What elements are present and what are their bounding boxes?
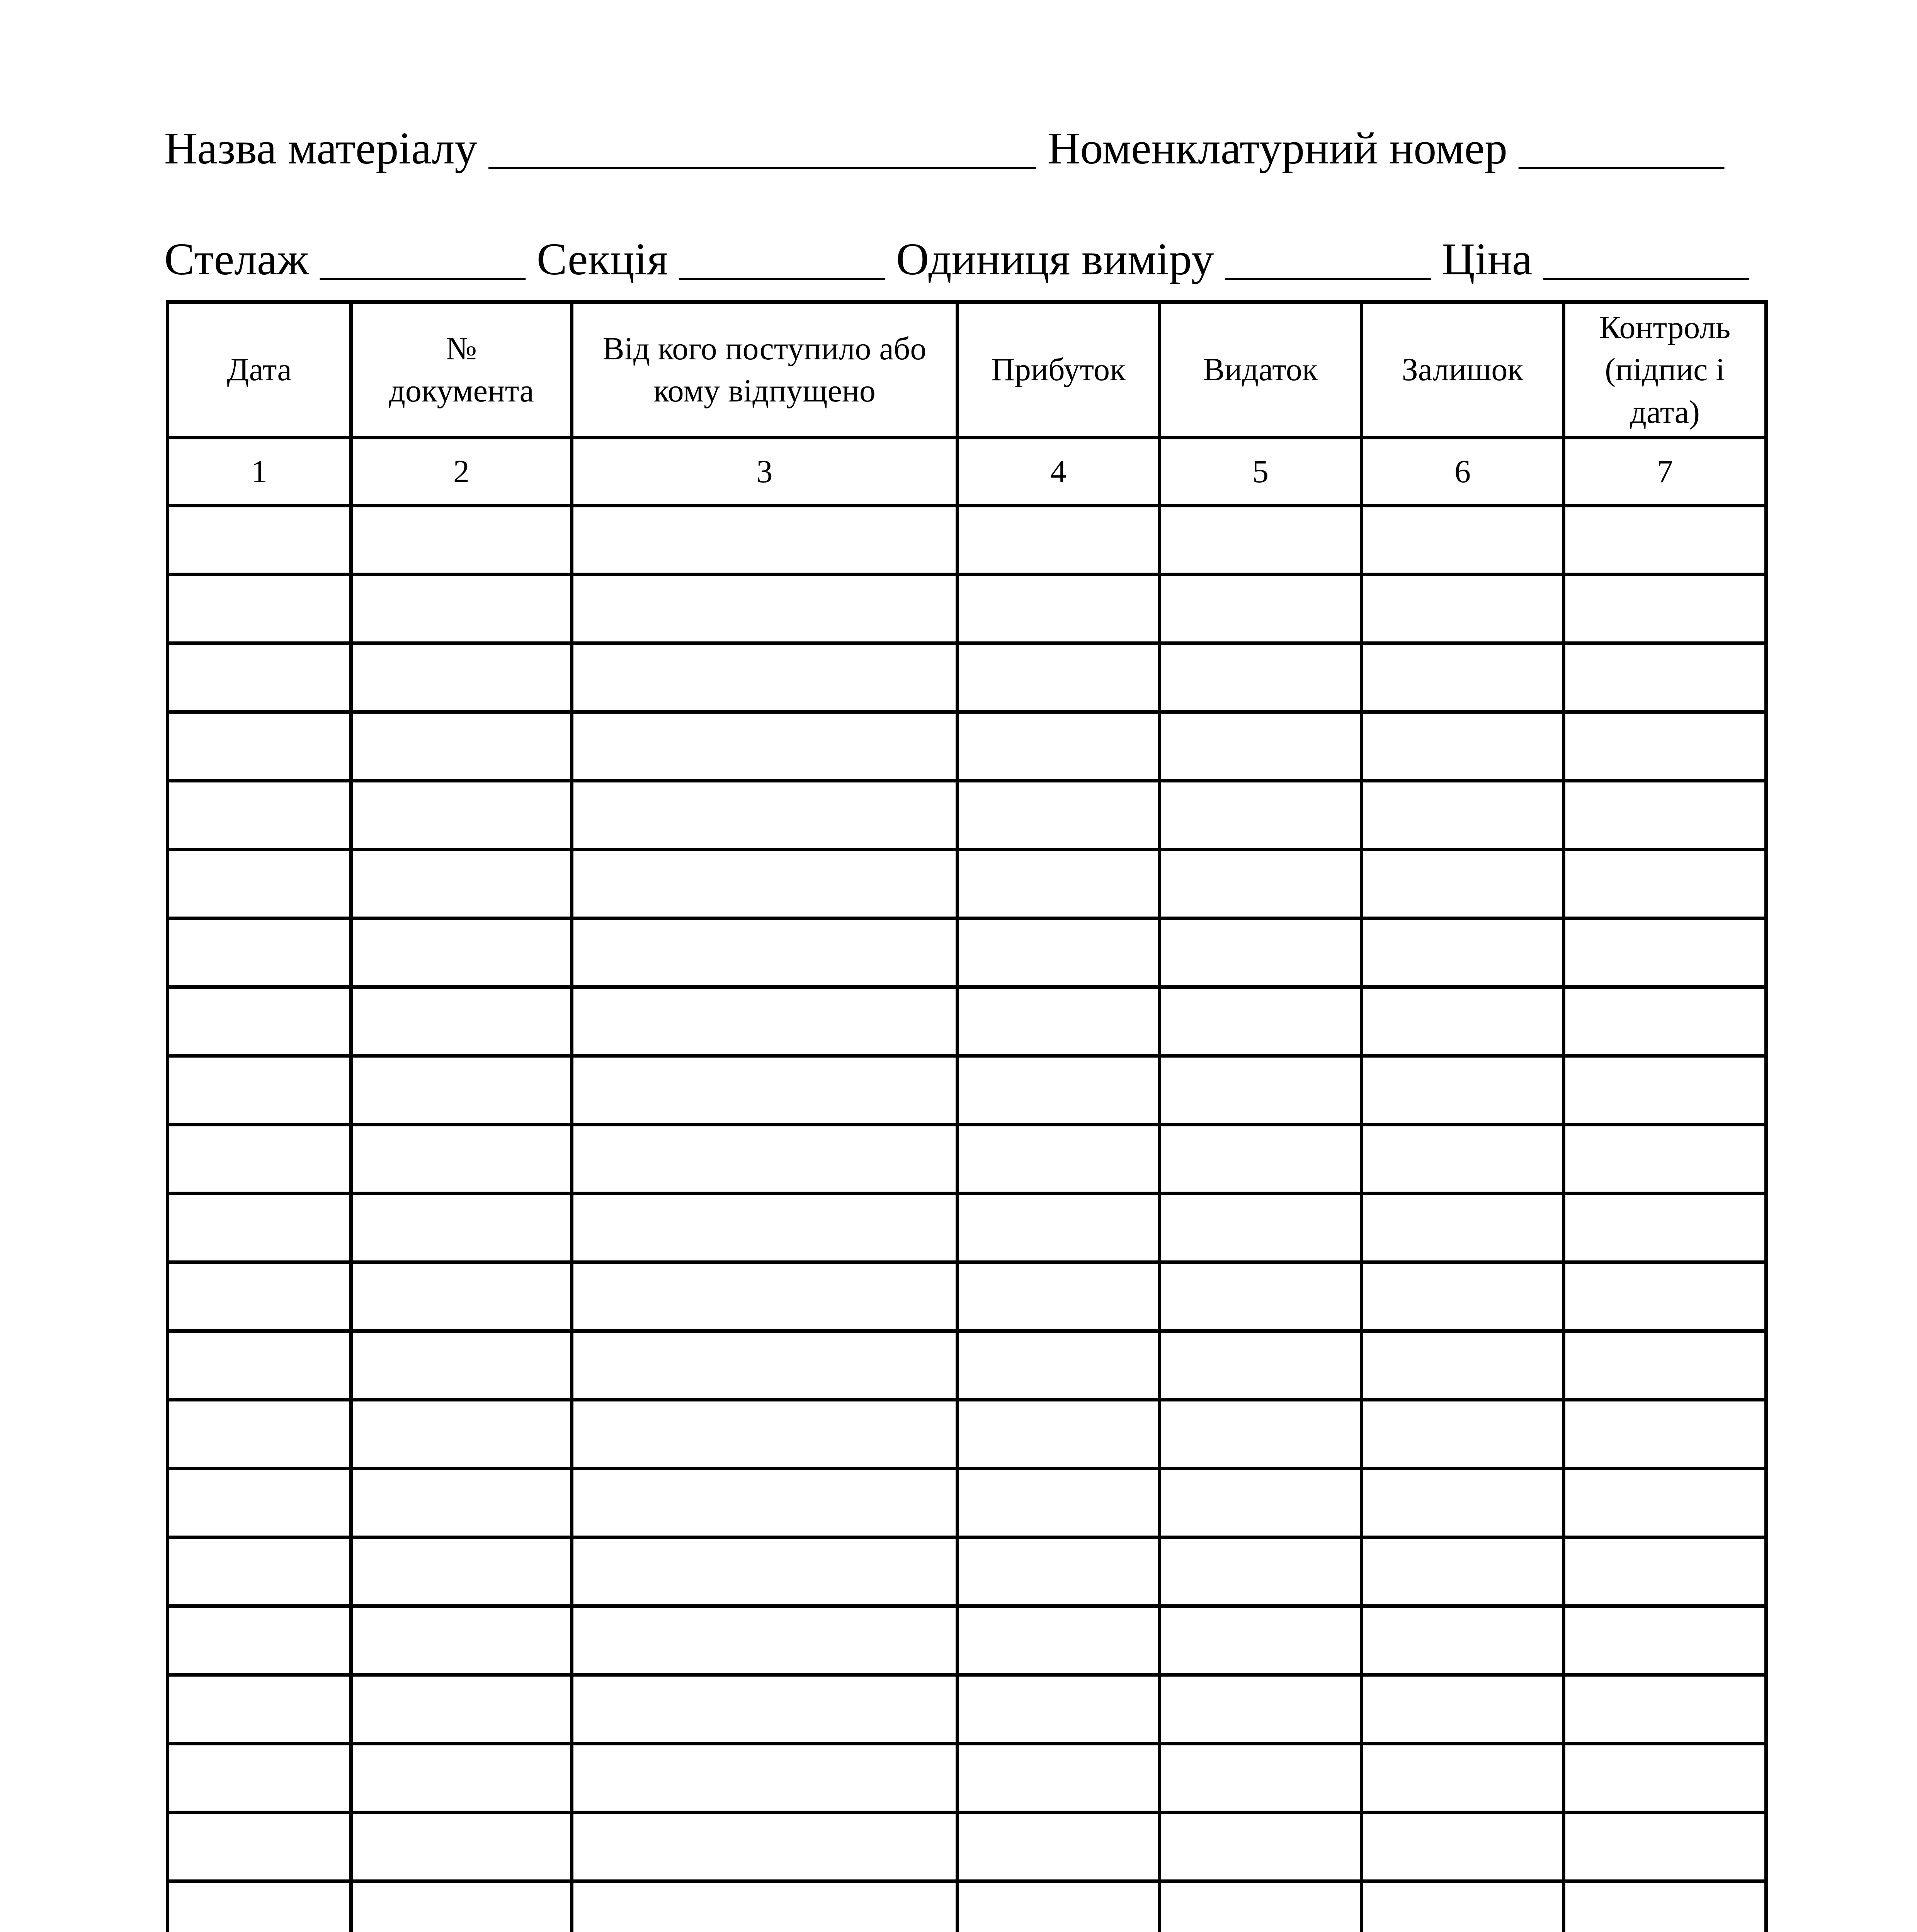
table-row xyxy=(168,1813,1766,1881)
cell-issue[interactable] xyxy=(1160,1813,1362,1881)
nomenclature-number-field[interactable]: _________ xyxy=(1519,123,1724,173)
cell-control[interactable] xyxy=(1564,850,1766,918)
cell-issue[interactable] xyxy=(1160,1606,1362,1675)
cell-issue[interactable] xyxy=(1160,1675,1362,1744)
cell-counterparty[interactable] xyxy=(572,781,958,850)
cell-date[interactable] xyxy=(168,1194,351,1262)
cell-receipt[interactable] xyxy=(958,781,1160,850)
column-number-row xyxy=(168,438,1766,506)
cell-receipt[interactable] xyxy=(958,1675,1160,1744)
header-balance: Залишок xyxy=(1362,302,1564,438)
cell-control[interactable] xyxy=(1564,712,1766,781)
cell-date[interactable] xyxy=(168,850,351,918)
cell-date[interactable] xyxy=(168,1813,351,1881)
cell-control[interactable] xyxy=(1564,1606,1766,1675)
rack-label: Стелаж xyxy=(164,234,309,284)
cell-counterparty[interactable] xyxy=(572,1262,958,1331)
cell-issue[interactable] xyxy=(1160,918,1362,987)
cell-receipt[interactable] xyxy=(958,1881,1160,1932)
cell-counterparty[interactable] xyxy=(572,1881,958,1932)
price-field[interactable]: _________ xyxy=(1543,234,1749,284)
section-field[interactable]: _________ xyxy=(679,234,885,284)
cell-counterparty[interactable] xyxy=(572,1400,958,1469)
column-number: 3 xyxy=(572,438,958,506)
table-row xyxy=(168,506,1766,575)
table-body xyxy=(168,506,1766,1932)
cell-counterparty[interactable] xyxy=(572,643,958,712)
table-row xyxy=(168,1400,1766,1469)
cell-balance[interactable] xyxy=(1362,1056,1564,1125)
cell-issue[interactable] xyxy=(1160,1194,1362,1262)
header-from-whom-or-to-whom: Від кого поступило або кому відпущено xyxy=(572,302,958,438)
cell-balance[interactable] xyxy=(1362,850,1564,918)
cell-balance[interactable] xyxy=(1362,918,1564,987)
cell-receipt[interactable] xyxy=(958,1813,1160,1881)
cell-document-number[interactable] xyxy=(351,1537,572,1606)
cell-issue[interactable] xyxy=(1160,850,1362,918)
cell-counterparty[interactable] xyxy=(572,1744,958,1813)
cell-date[interactable] xyxy=(168,1881,351,1932)
cell-balance[interactable] xyxy=(1362,1813,1564,1881)
cell-document-number[interactable] xyxy=(351,506,572,575)
cell-balance[interactable] xyxy=(1362,712,1564,781)
cell-balance[interactable] xyxy=(1362,1469,1564,1537)
cell-control[interactable] xyxy=(1564,1469,1766,1537)
cell-control[interactable] xyxy=(1564,987,1766,1056)
cell-receipt[interactable] xyxy=(958,918,1160,987)
table-row xyxy=(168,987,1766,1056)
cell-receipt[interactable] xyxy=(958,1744,1160,1813)
cell-balance[interactable] xyxy=(1362,1194,1564,1262)
column-number: 4 xyxy=(958,438,1160,506)
cell-date[interactable] xyxy=(168,643,351,712)
cell-document-number[interactable] xyxy=(351,643,572,712)
table-row xyxy=(168,1675,1766,1744)
cell-date[interactable] xyxy=(168,1537,351,1606)
cell-document-number[interactable] xyxy=(351,1262,572,1331)
cell-control[interactable] xyxy=(1564,1881,1766,1932)
cell-counterparty[interactable] xyxy=(572,987,958,1056)
cell-receipt[interactable] xyxy=(958,850,1160,918)
cell-receipt[interactable] xyxy=(958,1056,1160,1125)
cell-counterparty[interactable] xyxy=(572,506,958,575)
cell-document-number[interactable] xyxy=(351,1125,572,1194)
cell-balance[interactable] xyxy=(1362,987,1564,1056)
table-row xyxy=(168,1744,1766,1813)
form-header-line-1 xyxy=(164,123,1724,173)
table-row xyxy=(168,918,1766,987)
cell-document-number[interactable] xyxy=(351,850,572,918)
column-number: 1 xyxy=(168,438,351,506)
header-control-signature-date: Контроль (підпис і дата) xyxy=(1564,302,1766,438)
cell-counterparty[interactable] xyxy=(572,1331,958,1400)
cell-control[interactable] xyxy=(1564,1537,1766,1606)
cell-receipt[interactable] xyxy=(958,1262,1160,1331)
table-row xyxy=(168,1469,1766,1537)
cell-control[interactable] xyxy=(1564,643,1766,712)
cell-balance[interactable] xyxy=(1362,1744,1564,1813)
cell-counterparty[interactable] xyxy=(572,1813,958,1881)
cell-receipt[interactable] xyxy=(958,1537,1160,1606)
cell-counterparty[interactable] xyxy=(572,918,958,987)
cell-date[interactable] xyxy=(168,506,351,575)
cell-receipt[interactable] xyxy=(958,1606,1160,1675)
cell-issue[interactable] xyxy=(1160,987,1362,1056)
cell-document-number[interactable] xyxy=(351,1606,572,1675)
column-number: 6 xyxy=(1362,438,1564,506)
column-number: 5 xyxy=(1160,438,1362,506)
cell-balance[interactable] xyxy=(1362,643,1564,712)
section-label: Секція xyxy=(536,234,668,284)
cell-balance[interactable] xyxy=(1362,1400,1564,1469)
cell-issue[interactable] xyxy=(1160,1400,1362,1469)
cell-issue[interactable] xyxy=(1160,1125,1362,1194)
cell-receipt[interactable] xyxy=(958,1400,1160,1469)
cell-receipt[interactable] xyxy=(958,575,1160,643)
table-row xyxy=(168,712,1766,781)
cell-balance[interactable] xyxy=(1362,781,1564,850)
cell-counterparty[interactable] xyxy=(572,1537,958,1606)
form-header-line-2 xyxy=(164,236,1749,282)
cell-counterparty[interactable] xyxy=(572,1469,958,1537)
cell-issue[interactable] xyxy=(1160,712,1362,781)
rack-field[interactable]: _________ xyxy=(320,234,526,284)
material-name-field[interactable]: ________________________ xyxy=(488,123,1036,173)
unit-of-measure-field[interactable]: _________ xyxy=(1225,234,1431,284)
cell-balance[interactable] xyxy=(1362,506,1564,575)
unit-of-measure-label: Одиниця виміру xyxy=(896,234,1214,284)
cell-balance[interactable] xyxy=(1362,1125,1564,1194)
cell-counterparty[interactable] xyxy=(572,850,958,918)
table-row xyxy=(168,1606,1766,1675)
cell-receipt[interactable] xyxy=(958,643,1160,712)
cell-date[interactable] xyxy=(168,1744,351,1813)
cell-counterparty[interactable] xyxy=(572,575,958,643)
cell-issue[interactable] xyxy=(1160,1744,1362,1813)
cell-document-number[interactable] xyxy=(351,575,572,643)
cell-control[interactable] xyxy=(1564,781,1766,850)
cell-counterparty[interactable] xyxy=(572,1675,958,1744)
cell-date[interactable] xyxy=(168,987,351,1056)
cell-issue[interactable] xyxy=(1160,1537,1362,1606)
cell-date[interactable] xyxy=(168,1400,351,1469)
cell-document-number[interactable] xyxy=(351,781,572,850)
table-row xyxy=(168,850,1766,918)
stock-register-table xyxy=(166,300,1768,1932)
cell-balance[interactable] xyxy=(1362,1675,1564,1744)
column-number: 7 xyxy=(1564,438,1766,506)
cell-issue[interactable] xyxy=(1160,781,1362,850)
cell-control[interactable] xyxy=(1564,1262,1766,1331)
cell-control[interactable] xyxy=(1564,918,1766,987)
table-header-row xyxy=(168,302,1766,438)
cell-balance[interactable] xyxy=(1362,1881,1564,1932)
cell-balance[interactable] xyxy=(1362,1537,1564,1606)
cell-balance[interactable] xyxy=(1362,1606,1564,1675)
cell-control[interactable] xyxy=(1564,506,1766,575)
table-row xyxy=(168,1331,1766,1400)
cell-document-number[interactable] xyxy=(351,1744,572,1813)
cell-control[interactable] xyxy=(1564,1056,1766,1125)
cell-date[interactable] xyxy=(168,1125,351,1194)
cell-control[interactable] xyxy=(1564,575,1766,643)
cell-document-number[interactable] xyxy=(351,712,572,781)
cell-document-number[interactable] xyxy=(351,1400,572,1469)
table-row xyxy=(168,575,1766,643)
cell-balance[interactable] xyxy=(1362,1331,1564,1400)
cell-control[interactable] xyxy=(1564,1744,1766,1813)
cell-balance[interactable] xyxy=(1362,1262,1564,1331)
cell-document-number[interactable] xyxy=(351,1331,572,1400)
cell-issue[interactable] xyxy=(1160,1331,1362,1400)
cell-document-number[interactable] xyxy=(351,1881,572,1932)
cell-date[interactable] xyxy=(168,1056,351,1125)
header-issue: Видаток xyxy=(1160,302,1362,438)
cell-date[interactable] xyxy=(168,1469,351,1537)
cell-date[interactable] xyxy=(168,918,351,987)
header-document-number: № документа xyxy=(351,302,572,438)
cell-date[interactable] xyxy=(168,1606,351,1675)
cell-receipt[interactable] xyxy=(958,712,1160,781)
table-row xyxy=(168,781,1766,850)
cell-control[interactable] xyxy=(1564,1125,1766,1194)
table-row xyxy=(168,1125,1766,1194)
cell-date[interactable] xyxy=(168,712,351,781)
cell-counterparty[interactable] xyxy=(572,1125,958,1194)
table-row xyxy=(168,643,1766,712)
cell-document-number[interactable] xyxy=(351,1813,572,1881)
cell-issue[interactable] xyxy=(1160,1056,1362,1125)
cell-issue[interactable] xyxy=(1160,643,1362,712)
header-date: Дата xyxy=(168,302,351,438)
cell-control[interactable] xyxy=(1564,1331,1766,1400)
column-number: 2 xyxy=(351,438,572,506)
table-row xyxy=(168,1194,1766,1262)
cell-issue[interactable] xyxy=(1160,1881,1362,1932)
cell-document-number[interactable] xyxy=(351,1194,572,1262)
header-receipt: Прибуток xyxy=(958,302,1160,438)
cell-control[interactable] xyxy=(1564,1400,1766,1469)
cell-issue[interactable] xyxy=(1160,506,1362,575)
cell-issue[interactable] xyxy=(1160,575,1362,643)
cell-document-number[interactable] xyxy=(351,918,572,987)
cell-counterparty[interactable] xyxy=(572,712,958,781)
table-row xyxy=(168,1262,1766,1331)
cell-control[interactable] xyxy=(1564,1194,1766,1262)
cell-document-number[interactable] xyxy=(351,1469,572,1537)
cell-receipt[interactable] xyxy=(958,1331,1160,1400)
cell-date[interactable] xyxy=(168,781,351,850)
cell-issue[interactable] xyxy=(1160,1262,1362,1331)
table-row xyxy=(168,1881,1766,1932)
cell-receipt[interactable] xyxy=(958,1125,1160,1194)
price-label: Ціна xyxy=(1442,234,1533,284)
cell-date[interactable] xyxy=(168,1675,351,1744)
cell-document-number[interactable] xyxy=(351,987,572,1056)
cell-issue[interactable] xyxy=(1160,1469,1362,1537)
cell-balance[interactable] xyxy=(1362,575,1564,643)
table-row xyxy=(168,1056,1766,1125)
cell-receipt[interactable] xyxy=(958,987,1160,1056)
cell-control[interactable] xyxy=(1564,1813,1766,1881)
cell-control[interactable] xyxy=(1564,1675,1766,1744)
cell-counterparty[interactable] xyxy=(572,1194,958,1262)
cell-receipt[interactable] xyxy=(958,1194,1160,1262)
cell-receipt[interactable] xyxy=(958,506,1160,575)
cell-counterparty[interactable] xyxy=(572,1606,958,1675)
cell-counterparty[interactable] xyxy=(572,1056,958,1125)
table-row xyxy=(168,1537,1766,1606)
cell-document-number[interactable] xyxy=(351,1675,572,1744)
cell-date[interactable] xyxy=(168,1262,351,1331)
nomenclature-number-label: Номенклатурний номер xyxy=(1047,123,1508,173)
cell-date[interactable] xyxy=(168,1331,351,1400)
material-name-label: Назва матеріалу xyxy=(164,123,478,173)
cell-date[interactable] xyxy=(168,575,351,643)
cell-document-number[interactable] xyxy=(351,1056,572,1125)
cell-receipt[interactable] xyxy=(958,1469,1160,1537)
